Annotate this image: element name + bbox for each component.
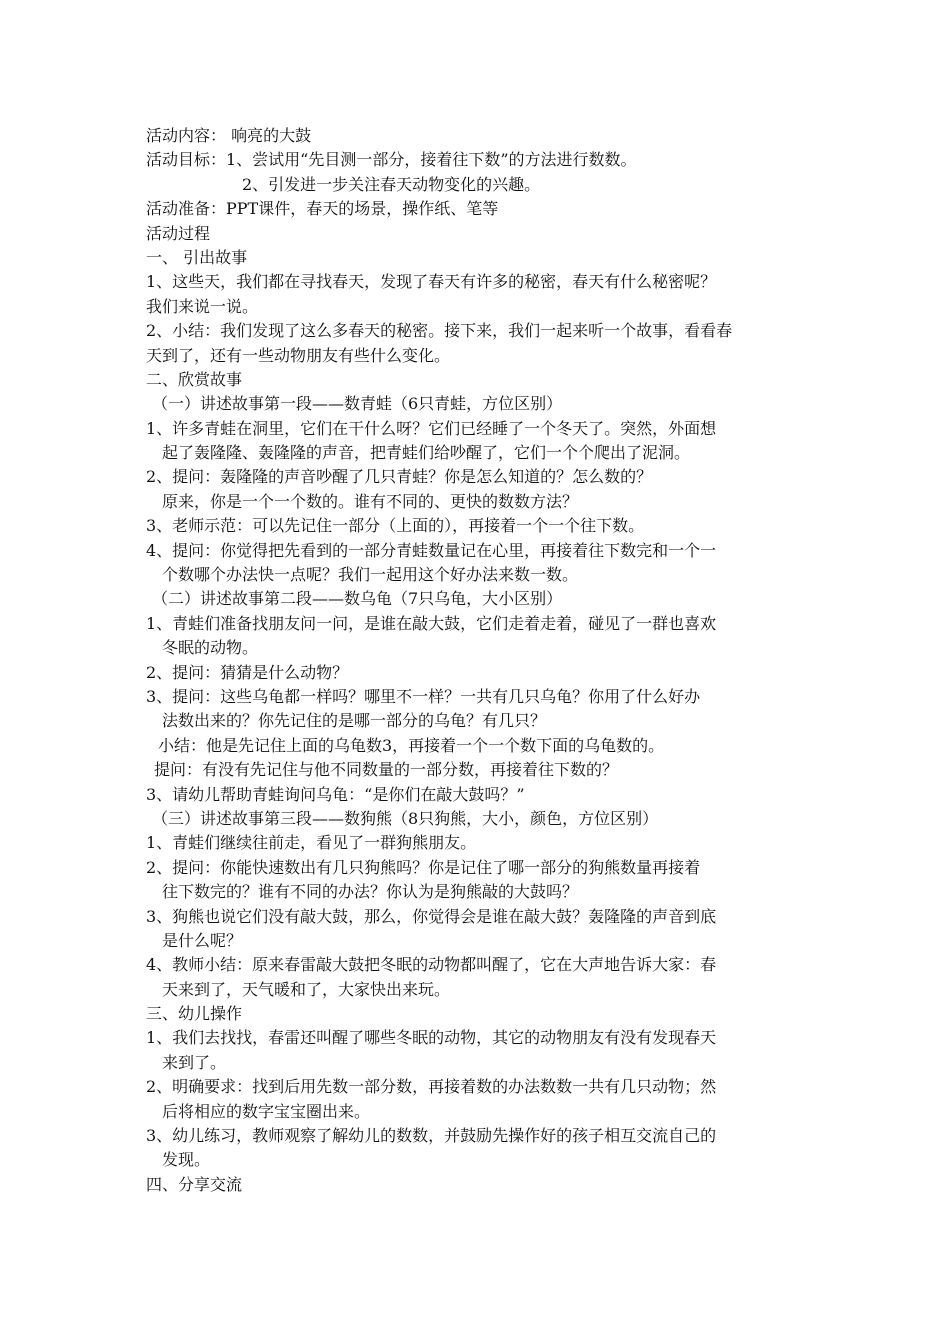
- text-line: 2、引发进一步关注春天动物变化的兴趣。: [242, 174, 541, 194]
- text-line: 冬眠的动物。: [162, 638, 259, 658]
- text-line: 法数出来的？你先记住的是哪一部分的乌龟？有几只？: [162, 711, 547, 731]
- text-line: 三、幼儿操作: [146, 1004, 243, 1024]
- text-line: 2、提问：轰隆隆的声音吵醒了几只青蛙？你是怎么知道的？怎么数的？: [146, 467, 653, 487]
- text-line: 1、许多青蛙在洞里，它们在干什么呀？它们已经睡了一个冬天了。突然，外面想: [146, 418, 717, 438]
- text-line: 是什么呢？: [162, 930, 243, 950]
- text-line: 四、分享交流: [146, 1174, 243, 1194]
- text-line: 小结：他是先记住上面的乌龟数3，再接着一个一个数下面的乌龟数的。: [158, 735, 665, 755]
- text-line: 3、狗熊也说它们没有敲大鼓，那么，你觉得会是谁在敲大鼓？轰隆隆的声音到底: [146, 906, 717, 926]
- text-line: 一、 引出故事: [146, 247, 248, 267]
- text-line: 3、提问：这些乌龟都一样吗？哪里不一样？一共有几只乌龟？你用了什么好办: [146, 686, 701, 706]
- text-line: 二、欣赏故事: [146, 369, 243, 389]
- text-line: 个数哪个办法快一点呢？我们一起用这个好办法来数一数。: [162, 565, 579, 585]
- text-line: 发现。: [162, 1150, 211, 1170]
- text-line: 天到了，还有一些动物朋友有些什么变化。: [146, 345, 451, 365]
- text-line: 活动准备：PPT课件，春天的场景，操作纸、笔等: [146, 199, 499, 219]
- text-line: 1、这些天，我们都在寻找春天，发现了春天有许多的秘密，春天有什么秘密呢？: [146, 272, 717, 292]
- text-line: 我们来说一说。: [146, 296, 259, 316]
- text-line: 提问：有没有先记住与他不同数量的一部分数，再接着往下数的？: [154, 760, 619, 780]
- text-line: 天来到了，天气暖和了，大家快出来玩。: [162, 979, 451, 999]
- text-line: 3、老师示范：可以先记住一部分（上面的），再接着一个一个往下数。: [146, 516, 645, 536]
- text-line: （一）讲述故事第一段——数青蛙（6只青蛙，方位区别）: [152, 394, 563, 414]
- document-page: [146, 124, 816, 1197]
- text-line: 后将相应的数字宝宝圈出来。: [162, 1101, 371, 1121]
- text-line: 2、提问：猜猜是什么动物？: [146, 662, 349, 682]
- text-line: 2、小结：我们发现了这么多春天的秘密。接下来，我们一起来听一个故事，看看春: [146, 321, 733, 341]
- text-line: 2、明确要求：找到后用先数一部分数，再接着数的办法数数一共有几只动物；然: [146, 1077, 717, 1097]
- text-line: 1、我们去找找，春雷还叫醒了哪些冬眠的动物，其它的动物朋友有没有发现春天: [146, 1028, 717, 1048]
- text-line: （二）讲述故事第二段——数乌龟（7只乌龟，大小区别）: [152, 589, 563, 609]
- text-line: 活动内容： 响亮的大鼓: [146, 126, 312, 145]
- text-line: （三）讲述故事第三段——数狗熊（8只狗熊，大小，颜色，方位区别）: [152, 808, 659, 828]
- text-line: 2、提问：你能快速数出有几只狗熊吗？你是记住了哪一部分的狗熊数量再接着: [146, 857, 701, 877]
- text-line: 原来，你是一个一个数的。谁有不同的、更快的数数方法？: [162, 491, 579, 511]
- text-line: 活动目标：1、尝试用“先目测一部分，接着往下数”的方法进行数数。: [146, 150, 637, 170]
- text-line: 4、提问：你觉得把先看到的一部分青蛙数量记在心里，再接着往下数完和一个一: [146, 540, 717, 560]
- text-line: 3、幼儿练习，教师观察了解幼儿的数数，并鼓励先操作好的孩子相互交流自己的: [146, 1126, 717, 1146]
- text-line: 往下数完的？谁有不同的办法？你认为是狗熊敲的大鼓吗？: [162, 882, 579, 902]
- text-line: 起了轰隆隆、轰隆隆的声音，把青蛙们给吵醒了，它们一个个爬出了泥洞。: [162, 443, 691, 463]
- text-line: 1、青蛙们准备找朋友问一问，是谁在敲大鼓，它们走着走着，碰见了一群也喜欢: [146, 613, 717, 633]
- text-line: 1、青蛙们继续往前走，看见了一群狗熊朋友。: [146, 833, 477, 853]
- text-line: 来到了。: [162, 1052, 227, 1072]
- text-line: 4、教师小结：原来春雷敲大鼓把冬眠的动物都叫醒了，它在大声地告诉大家：春: [146, 955, 717, 975]
- text-line: 3、请幼儿帮助青蛙询问乌龟：“是你们在敲大鼓吗？”: [146, 784, 525, 804]
- text-line: 活动过程: [146, 223, 211, 243]
